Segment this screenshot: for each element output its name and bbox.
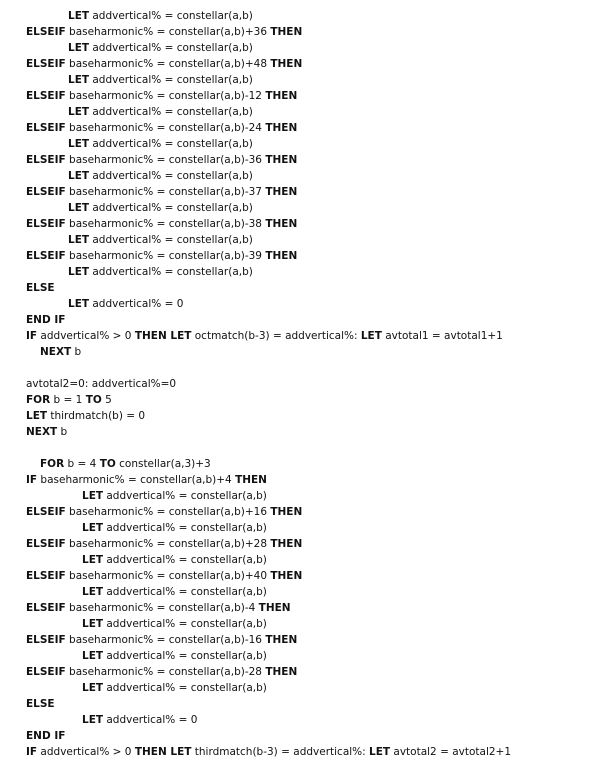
code-line [0, 712, 604, 728]
code-keyword: LET [82, 522, 104, 534]
code-text: b [71, 346, 82, 358]
code-line [0, 424, 604, 440]
code-keyword: LET [82, 682, 104, 694]
code-line [0, 648, 604, 664]
code-line [0, 296, 604, 312]
code-keyword: ELSEIF [26, 218, 66, 230]
code-text: addvertical% = constellar(a,b) [89, 266, 253, 278]
code-text: addvertical% = 0 [103, 714, 198, 726]
code-keyword: THEN [265, 634, 298, 646]
code-keyword: ELSEIF [26, 122, 66, 134]
code-text: addvertical% = constellar(a,b) [103, 682, 267, 694]
code-text: addvertical% = constellar(a,b) [89, 74, 253, 86]
code-text: baseharmonic% = constellar(a,b)-4 [65, 602, 259, 614]
code-keyword: ELSEIF [26, 250, 66, 262]
code-line [0, 344, 604, 360]
code-keyword: NEXT [26, 426, 58, 438]
code-line [0, 216, 604, 232]
code-keyword: LET [82, 618, 104, 630]
code-line [0, 728, 604, 744]
code-text: addvertical% > 0 [37, 746, 135, 758]
code-text: baseharmonic% = constellar(a,b)-37 [65, 186, 266, 198]
code-text: addvertical% > 0 [37, 330, 135, 342]
code-keyword: THEN [270, 26, 303, 38]
code-keyword: LET [82, 714, 104, 726]
code-text: baseharmonic% = constellar(a,b)-36 [65, 154, 266, 166]
code-line [0, 664, 604, 680]
code-keyword: LET [82, 586, 104, 598]
code-line [0, 504, 604, 520]
code-keyword: END IF [26, 730, 66, 742]
code-line [0, 328, 604, 344]
code-keyword: THEN [258, 602, 291, 614]
code-text: addvertical% = constellar(a,b) [103, 522, 267, 534]
code-line [0, 200, 604, 216]
code-keyword: ELSE [26, 282, 55, 294]
code-keyword: NEXT [40, 346, 72, 358]
code-keyword: FOR [26, 394, 51, 406]
code-keyword: ELSE [26, 698, 55, 710]
code-text: addvertical% = 0 [89, 298, 184, 310]
code-keyword: LET [68, 42, 90, 54]
code-line [0, 24, 604, 40]
code-line [0, 168, 604, 184]
code-line [0, 616, 604, 632]
code-line [0, 552, 604, 568]
code-text: addvertical% = constellar(a,b) [103, 650, 267, 662]
code-keyword: ELSEIF [26, 570, 66, 582]
code-keyword: LET [369, 746, 391, 758]
code-line [0, 744, 604, 760]
code-line [0, 40, 604, 56]
code-text: avtotal2=0: addvertical%=0 [26, 378, 177, 390]
code-keyword: ELSEIF [26, 602, 66, 614]
code-text: baseharmonic% = constellar(a,b)+4 [37, 474, 236, 486]
code-line [0, 392, 604, 408]
code-line [0, 696, 604, 712]
code-line [0, 376, 604, 392]
code-line [0, 600, 604, 616]
code-line [0, 472, 604, 488]
code-keyword: IF [26, 474, 38, 486]
code-keyword: IF [26, 746, 38, 758]
code-keyword: IF [26, 330, 38, 342]
code-text: avtotal2 = avtotal2+1 [390, 746, 512, 758]
code-keyword: ELSEIF [26, 58, 66, 70]
code-keyword: THEN [265, 250, 298, 262]
code-text: addvertical% = constellar(a,b) [89, 106, 253, 118]
code-keyword: THEN LET [134, 330, 192, 342]
code-keyword: FOR [40, 458, 65, 470]
code-line [0, 8, 604, 24]
code-keyword: THEN [270, 58, 303, 70]
code-text: baseharmonic% = constellar(a,b)-12 [65, 90, 266, 102]
code-line [0, 312, 604, 328]
code-text: addvertical% = constellar(a,b) [89, 10, 253, 22]
code-text: addvertical% = constellar(a,b) [89, 42, 253, 54]
code-keyword: LET [360, 330, 382, 342]
code-text: addvertical% = constellar(a,b) [89, 138, 253, 150]
code-text: addvertical% = constellar(a,b) [89, 170, 253, 182]
code-text: baseharmonic% = constellar(a,b)-38 [65, 218, 266, 230]
code-line [0, 408, 604, 424]
code-text: addvertical% = constellar(a,b) [103, 618, 267, 630]
code-line [0, 536, 604, 552]
code-keyword: LET [26, 410, 48, 422]
code-line [0, 104, 604, 120]
code-keyword: THEN [265, 90, 298, 102]
code-text: addvertical% = constellar(a,b) [89, 234, 253, 246]
code-keyword: THEN [265, 186, 298, 198]
code-text: addvertical% = constellar(a,b) [89, 202, 253, 214]
code-text: 5 [101, 394, 112, 406]
code-line [0, 152, 604, 168]
code-line [0, 232, 604, 248]
code-line [0, 248, 604, 264]
code-text: baseharmonic% = constellar(a,b)-16 [65, 634, 266, 646]
code-text: baseharmonic% = constellar(a,b)-39 [65, 250, 266, 262]
code-keyword: LET [68, 106, 90, 118]
code-keyword: ELSEIF [26, 666, 66, 678]
code-keyword: LET [68, 234, 90, 246]
code-line [0, 184, 604, 200]
code-line [0, 72, 604, 88]
code-text: baseharmonic% = constellar(a,b)+48 [65, 58, 271, 70]
code-text: baseharmonic% = constellar(a,b)+16 [65, 506, 271, 518]
code-text: baseharmonic% = constellar(a,b)-24 [65, 122, 266, 134]
code-text: b = 1 [50, 394, 86, 406]
code-keyword: LET [68, 74, 90, 86]
code-text: avtotal1 = avtotal1+1 [381, 330, 503, 342]
code-line [0, 680, 604, 696]
code-text: baseharmonic% = constellar(a,b)+28 [65, 538, 271, 550]
code-keyword: ELSEIF [26, 186, 66, 198]
code-line [0, 88, 604, 104]
code-keyword: LET [68, 202, 90, 214]
code-keyword: ELSEIF [26, 634, 66, 646]
code-text: baseharmonic% = constellar(a,b)+36 [65, 26, 271, 38]
code-keyword: LET [68, 10, 90, 22]
code-keyword: LET [68, 298, 90, 310]
code-keyword: ELSEIF [26, 90, 66, 102]
code-line [0, 56, 604, 72]
code-keyword: LET [68, 170, 90, 182]
code-text: constellar(a,3)+3 [115, 458, 211, 470]
blank-line [0, 360, 604, 376]
code-keyword: LET [68, 266, 90, 278]
code-keyword: ELSEIF [26, 538, 66, 550]
blank-line [0, 440, 604, 456]
code-keyword: ELSEIF [26, 506, 66, 518]
code-keyword: ELSEIF [26, 26, 66, 38]
code-line [0, 584, 604, 600]
code-text: thirdmatch(b-3) = addvertical%: [191, 746, 370, 758]
code-line [0, 488, 604, 504]
code-keyword: TO [85, 394, 102, 406]
code-keyword: LET [82, 490, 104, 502]
code-keyword: LET [82, 554, 104, 566]
code-keyword: LET [82, 650, 104, 662]
code-keyword: THEN [235, 474, 267, 486]
code-line [0, 632, 604, 648]
code-keyword: THEN [265, 122, 298, 134]
code-keyword: THEN [270, 570, 303, 582]
code-keyword: LET [68, 138, 90, 150]
code-text: b = 4 [64, 458, 100, 470]
code-text: octmatch(b-3) = addvertical%: [191, 330, 361, 342]
code-listing [0, 8, 604, 760]
code-line [0, 456, 604, 472]
code-line [0, 520, 604, 536]
code-text: b [57, 426, 68, 438]
code-line [0, 280, 604, 296]
code-keyword: ELSEIF [26, 154, 66, 166]
code-keyword: TO [99, 458, 116, 470]
code-keyword: END IF [26, 314, 66, 326]
code-keyword: THEN LET [134, 746, 192, 758]
code-text: addvertical% = constellar(a,b) [103, 554, 267, 566]
code-text: addvertical% = constellar(a,b) [103, 490, 267, 502]
code-line [0, 264, 604, 280]
code-keyword: THEN [270, 506, 303, 518]
code-keyword: THEN [265, 218, 298, 230]
code-line [0, 136, 604, 152]
code-keyword: THEN [265, 154, 298, 166]
code-line [0, 120, 604, 136]
code-keyword: THEN [270, 538, 303, 550]
code-text: addvertical% = constellar(a,b) [103, 586, 267, 598]
code-text: baseharmonic% = constellar(a,b)+40 [65, 570, 271, 582]
code-keyword: THEN [265, 666, 298, 678]
code-text: baseharmonic% = constellar(a,b)-28 [65, 666, 266, 678]
code-line [0, 568, 604, 584]
code-text: thirdmatch(b) = 0 [47, 410, 146, 422]
